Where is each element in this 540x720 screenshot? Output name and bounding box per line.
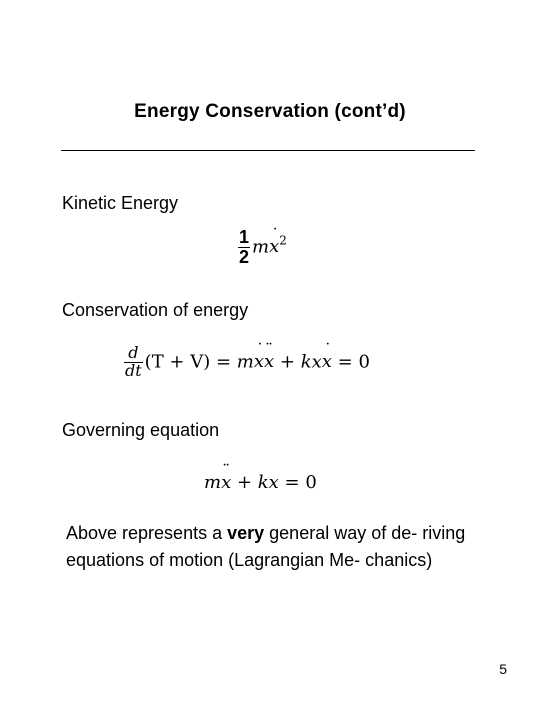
stiffness-symbol: k [300,351,312,373]
paragraph-text-before: Above represents a [66,523,228,543]
velocity-symbol-2: x ˙ [322,351,332,372]
plus-sign: + [274,351,301,373]
exponent: 2 [279,233,287,248]
plus-sign: + [231,472,258,493]
acceleration-symbol: x ¨ [264,351,274,372]
paragraph-text-after: general way of de- riving equations of motion (Lagrangian Me- chanics) [66,523,466,570]
velocity-symbol: x ˙ [269,236,279,257]
slide-title: Energy Conservation (cont’d) [134,101,406,122]
fraction-denominator: 2 [239,246,250,267]
acceleration-symbol: x ¨ [221,472,231,493]
equals-zero: = 0 [278,472,317,493]
kinetic-energy-equation [238,228,287,267]
displacement-symbol: x [311,351,322,373]
governing-equation-label: Governing equation [62,420,220,440]
mass-symbol: m [252,236,270,258]
title-divider [61,150,475,151]
summary-paragraph [66,520,466,574]
conservation-equation [124,345,370,380]
derivative-denominator: dt [125,360,142,380]
stiffness-displacement: kx [257,472,279,493]
kinetic-energy-label: Kinetic Energy [62,193,179,213]
mass-symbol: m [236,351,254,373]
governing-equation [204,472,317,493]
one-half-fraction [238,228,250,267]
equals-zero: = 0 [331,351,370,373]
energy-sum: (T + V) = [144,351,237,373]
fraction-numerator: 1 [239,227,250,247]
derivative-fraction [124,345,143,380]
conservation-label: Conservation of energy [62,300,249,320]
page-number: 5 [499,661,507,677]
paragraph-emphasis: very [227,523,265,543]
derivative-numerator: d [124,345,143,363]
mass-symbol: m [204,472,222,493]
velocity-symbol: x ˙ [254,351,264,372]
